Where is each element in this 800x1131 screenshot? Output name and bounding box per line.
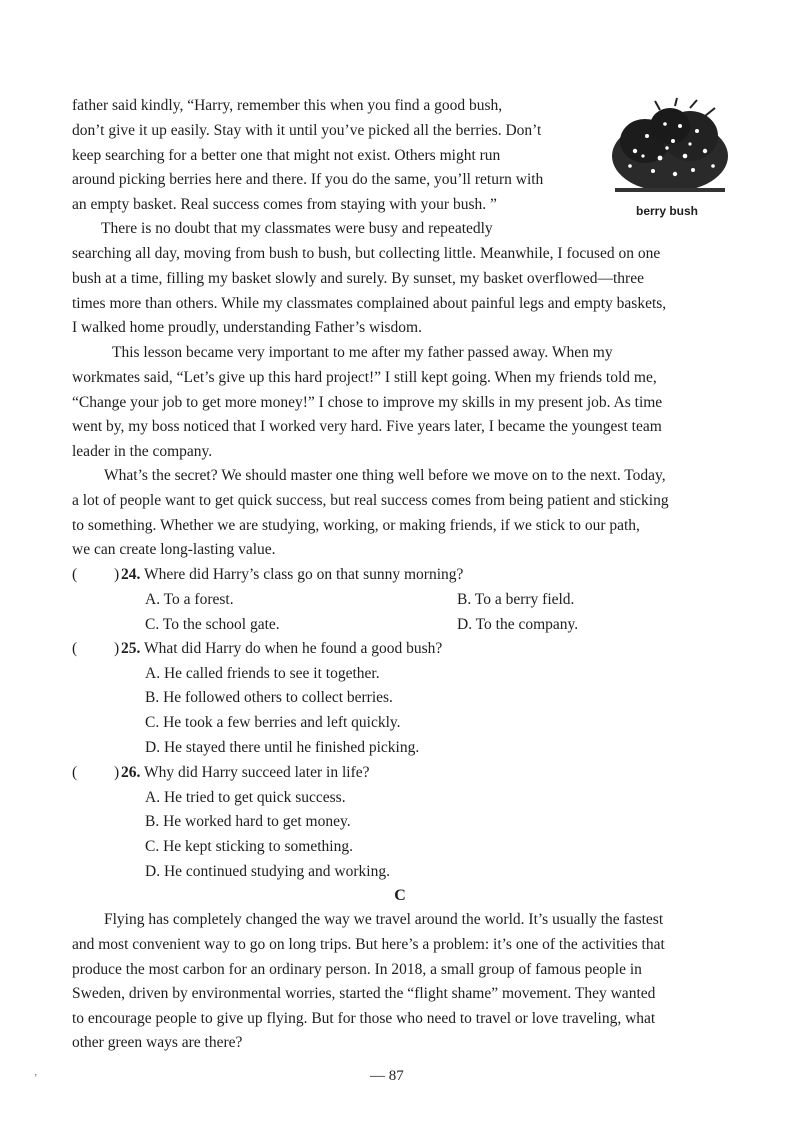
answer-bracket-open: ( — [72, 640, 78, 657]
option-b: B. To a berry field. — [457, 591, 575, 608]
option-b: B. He followed others to collect berries. — [145, 689, 393, 706]
answer-bracket-open: ( — [72, 566, 78, 583]
passage-line: There is no doubt that my classmates were busy and repeatedly — [101, 220, 493, 237]
page-number: — 87 — [370, 1068, 404, 1084]
answer-bracket-close: ) — [114, 764, 120, 781]
option-c: C. He took a few berries and left quickly. — [145, 714, 401, 731]
passage-line: went by, my boss noticed that I worked very hard. Five years later, I became the youngest team — [72, 418, 662, 435]
passage-line: an empty basket. Real success comes from staying with your bush. ” — [72, 196, 497, 213]
answer-bracket-open: ( — [72, 764, 78, 781]
passage-line: This lesson became very important to me after my father passed away. When my — [112, 344, 613, 361]
question-text: Why did Harry succeed later in life? — [143, 764, 370, 781]
passage-line: keep searching for a better one that might not exist. Others might run — [72, 147, 501, 164]
passage-line: Sweden, driven by environmental worries, started the “flight shame” movement. They wanted — [72, 985, 656, 1002]
passage-line: produce the most carbon for an ordinary person. In 2018, a small group of famous people in — [72, 961, 642, 978]
passage-line: and most convenient way to go on long trips. But here’s a problem: it’s one of the activities that — [72, 936, 665, 953]
question-25 — [121, 639, 442, 659]
option-d: D. He stayed there until he finished picking. — [145, 739, 420, 756]
question-26 — [121, 763, 370, 783]
passage-line: to something. Whether we are studying, working, or making friends, if we stick to our path, — [72, 517, 640, 534]
passage-line: “Change your job to get more money!” I chose to improve my skills in my present job. As time — [72, 394, 663, 411]
passage-line: around picking berries here and there. If you do the same, you’ll return with — [72, 171, 544, 188]
question-24 — [121, 565, 463, 585]
question-number: 26. — [121, 764, 141, 781]
option-c: C. He kept sticking to something. — [145, 838, 353, 855]
passage-line: I walked home proudly, understanding Father’s wisdom. — [72, 319, 422, 336]
answer-bracket-close: ) — [114, 566, 120, 583]
answer-bracket-close: ) — [114, 640, 120, 657]
passage-line: a lot of people want to get quick success, but real success comes from being patient and sticking — [72, 492, 669, 509]
margin-mark: ’ — [34, 1073, 38, 1084]
passage-line: workmates said, “Let’s give up this hard project!” I still kept going. When my friends told me, — [72, 369, 657, 386]
question-text: Where did Harry’s class go on that sunny morning? — [143, 566, 464, 583]
passage-line: don’t give it up easily. Stay with it until you’ve picked all the berries. Don’t — [72, 122, 542, 139]
option-a: A. He tried to get quick success. — [145, 789, 346, 806]
question-text: What did Harry do when he found a good bush? — [143, 640, 443, 657]
section-c-title: C — [394, 887, 406, 904]
passage-line: father said kindly, “Harry, remember this when you find a good bush, — [72, 97, 503, 114]
option-d: D. To the company. — [457, 616, 579, 633]
passage-line: other green ways are there? — [72, 1034, 243, 1051]
passage-line: we can create long-lasting value. — [72, 541, 276, 558]
question-number: 25. — [121, 640, 141, 657]
berry-bush-image — [605, 96, 735, 196]
question-number: 24. — [121, 566, 141, 583]
option-a: A. To a forest. — [145, 591, 234, 608]
image-caption: berry bush — [636, 204, 699, 218]
passage-line: bush at a time, filling my basket slowly and surely. By sunset, my basket overflowed—three — [72, 270, 644, 287]
passage-line: What’s the secret? We should master one thing well before we move on to the next. Today, — [104, 467, 666, 484]
passage-line: to encourage people to give up flying. But for those who need to travel or love traveling, what — [72, 1010, 656, 1027]
option-b: B. He worked hard to get money. — [145, 813, 351, 830]
passage-line: searching all day, moving from bush to bush, but collecting little. Meanwhile, I focused on one — [72, 245, 661, 262]
passage-line: leader in the company. — [72, 443, 213, 460]
option-d: D. He continued studying and working. — [145, 863, 390, 880]
passage-line: times more than others. While my classmates complained about painful legs and empty baskets, — [72, 295, 667, 312]
option-a: A. He called friends to see it together. — [145, 665, 380, 682]
option-c: C. To the school gate. — [145, 616, 280, 633]
passage-line: Flying has completely changed the way we travel around the world. It’s usually the fastest — [104, 911, 664, 928]
